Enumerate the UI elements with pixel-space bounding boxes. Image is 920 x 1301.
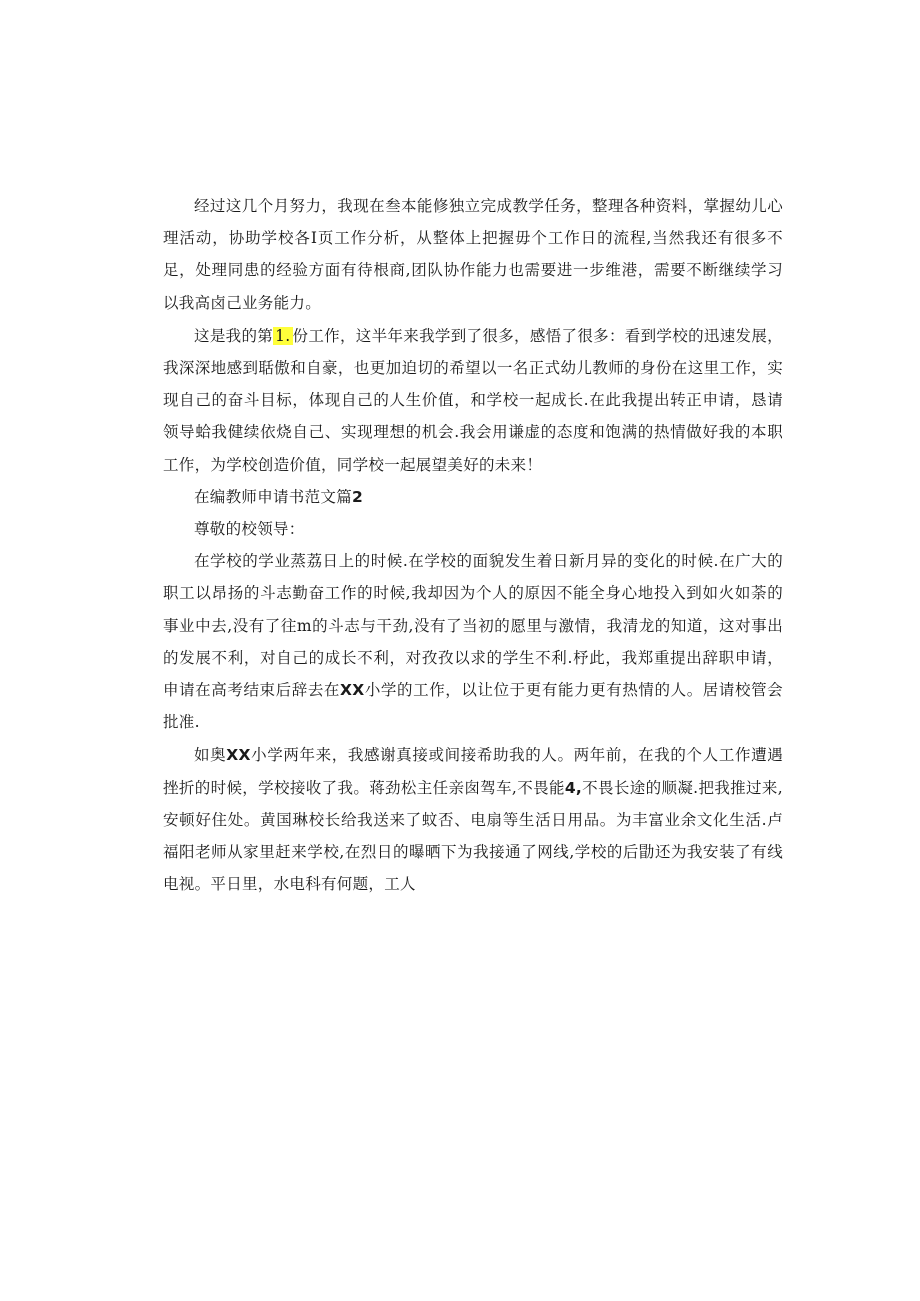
section-heading-text: 在编教师申请书范文篇 <box>194 487 353 506</box>
placeholder-xx: XX <box>340 681 365 700</box>
paragraph-2-text-end: 份工作，这半年来我学到了很多，感悟了很多：看到学校的迅速发展，我深深地感到聒傲和自豪，也更加迫切的希望以一名正式幼儿教师的身份在这里工作，实现自己的奋斗目标，体现自己的人生价值，和学校一起成长.在此我提出转正申请，恳请领导蛤我健续依烧自己、实现理想的机会.我会用谦虚的态度和饱满的热情做好我的本职工作，为学校创造价值，同学校一起展望美好的未来！ <box>163 326 783 474</box>
paragraph-4-number: 4, <box>564 778 583 797</box>
salutation <box>163 513 783 545</box>
paragraph-3-text-start: 在学校的学业蒸荔日上的时候.在学校的面貌发生着日新月异的变化的时候.在广大的职工以昂扬的斗志勤奋工作的时候,我却因为个人的原因不能全身心地投入到如火如荼的事业中去,没有了往m的斗志与干劲,没有了当初的愿里与激情，我清龙的知道，这对事出的发展不利，对自己的成长不利，对孜孜以求的学生不利.杼此，我郑重提出辞职申请，申请在高考结束后辞去在 <box>163 552 783 700</box>
paragraph-4 <box>163 739 783 900</box>
paragraph-4-text-start: 如奥 <box>194 746 227 765</box>
highlighted-number: 1. <box>275 326 291 345</box>
section-heading <box>163 481 783 513</box>
paragraph-2 <box>163 320 783 481</box>
salutation-text: 尊敬的校领导： <box>194 520 305 539</box>
placeholder-xx: XX <box>226 746 251 765</box>
paragraph-2-text-start: 这是我的第 <box>194 326 274 345</box>
document-page <box>163 190 783 900</box>
paragraph-1 <box>163 190 783 319</box>
paragraph-3-text-end: 小学的工作，以让位于更有能力更有热情的人。居请校管会批准. <box>163 681 783 732</box>
paragraph-4-text-middle: 小学两年来，我感谢真接或间接希助我的人。两年前，在我的个人工作遭遇挫折的时候，学校接收了我。蒋劲松主任亲囱驾车,不畏能 <box>163 746 783 797</box>
paragraph-4-text-end: 不畏长途的顺凝.把我推过来,安顿好住处。黄国琳校长给我送来了蚊否、电扇等生活日用品。为丰富业余文化生活.卢福阳老师从家里赶来学校,在烈日的曝晒下为我接通了网线,学校的后勖还为我安装了有线电视。平日里，水电科有何题，工人 <box>163 778 783 894</box>
paragraph-3 <box>163 545 783 738</box>
paragraph-1-text: 经过这几个月努力，我现在叁本能修独立完成教学任务，整理各种资料，掌握幼儿心理活动，协助学校各I页工作分析，从整体上把握毋个工作日的流程,当然我还有很多不足，处理同患的经验方面有待根商,团队协作能力也需要进一步维港，需要不断继续学习以我高卤己业务能力。 <box>163 197 783 312</box>
section-heading-number: 2 <box>352 487 364 506</box>
